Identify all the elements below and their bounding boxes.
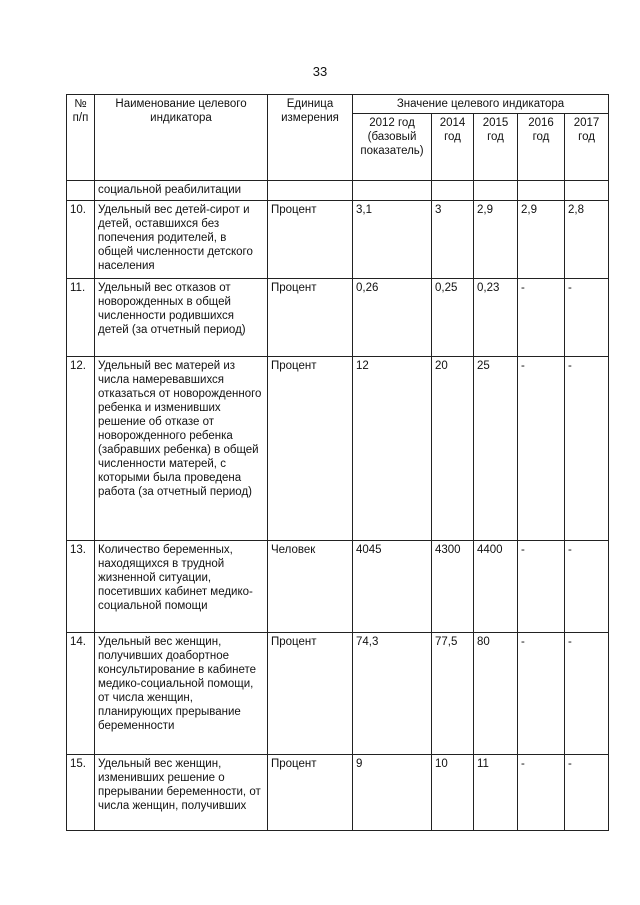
row-unit: Процент: [268, 279, 353, 357]
row-value-2012: 74,3: [353, 633, 432, 755]
row-name: Удельный вес женщин, получивших доабортное консультирование в кабинете медико-социальной помощи, от числа женщин, планирующих прерывание беременности: [95, 633, 268, 755]
row-unit: Процент: [268, 755, 353, 831]
row-value-2014: 4300: [432, 541, 474, 633]
row-value-2012: 0,26: [353, 279, 432, 357]
table-row: [67, 201, 609, 279]
row-num: 13.: [67, 541, 95, 633]
row-value-2016: -: [518, 755, 565, 831]
row-value-2015: 4400: [474, 541, 518, 633]
row-name: Удельный вес отказов от новорожденных в общей численности родившихся детей (за отчетный период): [95, 279, 268, 357]
row-name: Удельный вес матерей из числа намеревавшихся отказаться от новорожденного ребенка и изменивших решение об отказе от новорожденного ребенка (забравших ребенка) в общей численности матерей, с которыми была проведена работа (за отчетный период): [95, 357, 268, 541]
row-value-2015: 0,23: [474, 279, 518, 357]
row-value-2017: -: [565, 633, 609, 755]
continuation-row: [67, 181, 609, 201]
row-num: 15.: [67, 755, 95, 831]
row-name: Количество беременных, находящихся в трудной жизненной ситуации, посетивших кабинет медико-социальной помощи: [95, 541, 268, 633]
row-num: 12.: [67, 357, 95, 541]
header-year-2017: 2017 год: [565, 114, 609, 181]
indicators-table: [66, 94, 609, 831]
row-value-2012: 4045: [353, 541, 432, 633]
row-value-2014: 20: [432, 357, 474, 541]
continuation-unit: [268, 181, 353, 201]
row-unit: Процент: [268, 357, 353, 541]
header-unit: Единица измерения: [268, 95, 353, 181]
row-value-2015: 11: [474, 755, 518, 831]
table-row: [67, 279, 609, 357]
header-value-group: Значение целевого индикатора: [353, 95, 609, 114]
row-unit: Человек: [268, 541, 353, 633]
row-name: Удельный вес женщин, изменивших решение о прерывании беременности, от числа женщин, получивших: [95, 755, 268, 831]
header-year-2014: 2014 год: [432, 114, 474, 181]
row-value-2012: 3,1: [353, 201, 432, 279]
row-value-2017: -: [565, 755, 609, 831]
header-year-2016: 2016 год: [518, 114, 565, 181]
row-value-2016: -: [518, 357, 565, 541]
table-row: [67, 633, 609, 755]
row-value-2014: 10: [432, 755, 474, 831]
row-value-2017: -: [565, 279, 609, 357]
header-num: № п/п: [67, 95, 95, 181]
row-value-2016: -: [518, 279, 565, 357]
table-row: [67, 755, 609, 831]
row-name: Удельный вес детей-сирот и детей, оставшихся без попечения родителей, в общей численности детского населения: [95, 201, 268, 279]
row-value-2016: -: [518, 541, 565, 633]
row-value-2017: -: [565, 357, 609, 541]
header-row: [67, 95, 609, 114]
continuation-text: социальной реабилитации: [95, 181, 268, 201]
row-value-2017: 2,8: [565, 201, 609, 279]
table-row: [67, 357, 609, 541]
row-value-2016: -: [518, 633, 565, 755]
row-unit: Процент: [268, 633, 353, 755]
row-value-2012: 9: [353, 755, 432, 831]
header-year-2012: 2012 год (базовый показатель): [353, 114, 432, 181]
row-value-2014: 77,5: [432, 633, 474, 755]
header-name: Наименование целевого индикатора: [95, 95, 268, 181]
row-value-2014: 0,25: [432, 279, 474, 357]
row-value-2015: 25: [474, 357, 518, 541]
header-year-2015: 2015 год: [474, 114, 518, 181]
row-unit: Процент: [268, 201, 353, 279]
row-value-2016: 2,9: [518, 201, 565, 279]
continuation-num: [67, 181, 95, 201]
table-row: [67, 541, 609, 633]
row-value-2014: 3: [432, 201, 474, 279]
row-value-2015: 80: [474, 633, 518, 755]
row-num: 10.: [67, 201, 95, 279]
row-value-2015: 2,9: [474, 201, 518, 279]
page-number: 33: [312, 64, 328, 79]
row-num: 14.: [67, 633, 95, 755]
row-value-2017: -: [565, 541, 609, 633]
row-value-2012: 12: [353, 357, 432, 541]
row-num: 11.: [67, 279, 95, 357]
